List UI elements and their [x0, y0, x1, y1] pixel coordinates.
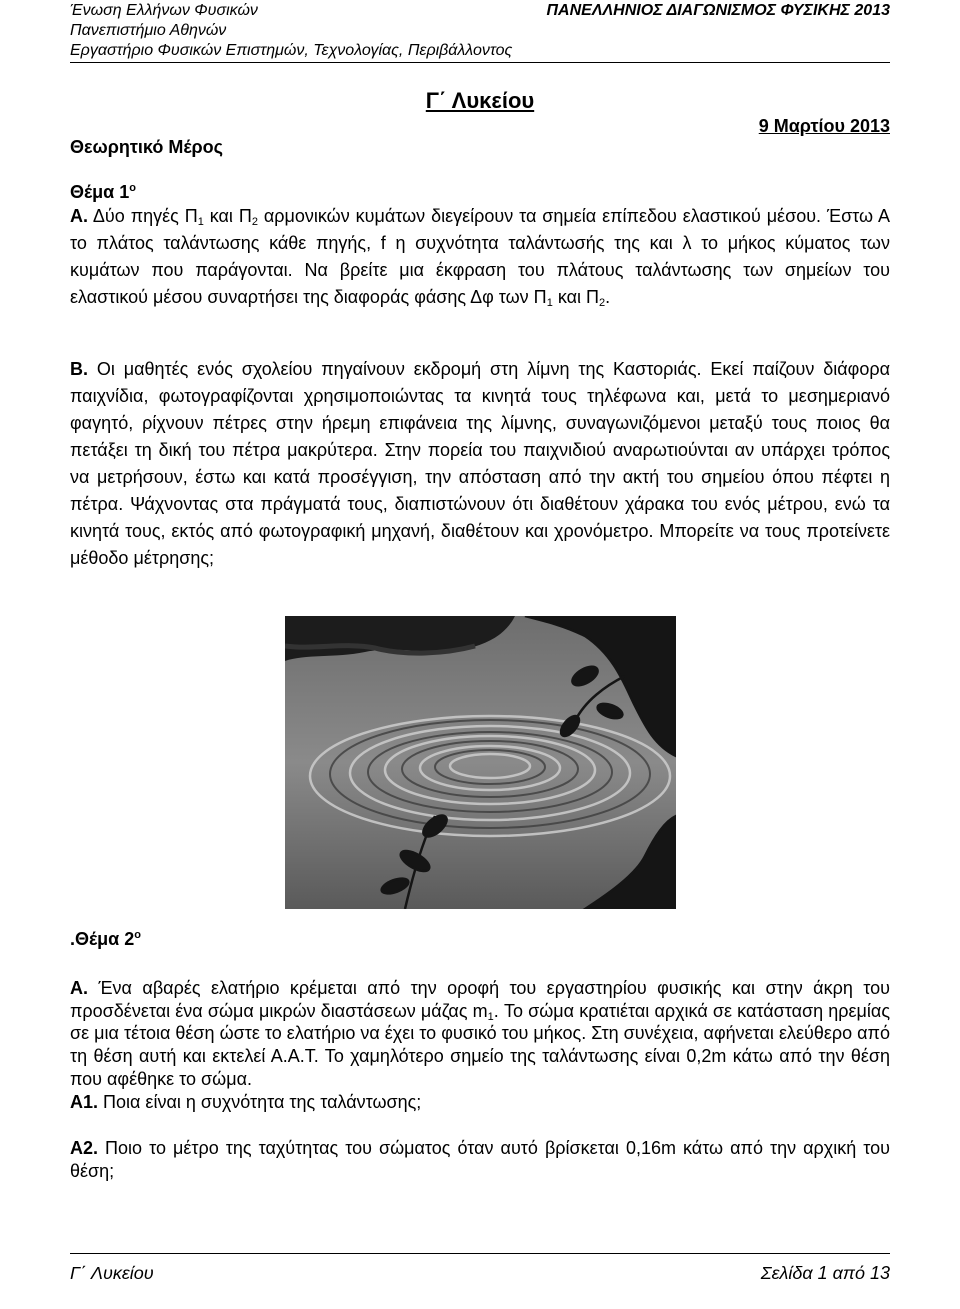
topic-1-label: Θέμα 1: [70, 182, 130, 202]
header-competition: ΠΑΝΕΛΛΗΝΙΟΣ ΔΙΑΓΩΝΙΣΜΟΣ ΦΥΣΙΚΗΣ 2013: [546, 2, 890, 19]
footer-page-number: Σελίδα 1 από 13: [760, 1263, 890, 1283]
question-a2: [70, 1137, 890, 1182]
exam-date: 9 Μαρτίου 2013: [758, 116, 890, 136]
topic-2-sup: ο: [134, 929, 141, 941]
class-title: Γ΄ Λυκείου: [425, 88, 535, 113]
topic-2-label: .Θέμα 2: [70, 929, 135, 949]
header-org: Ένωση Ελλήνων Φυσικών: [70, 2, 258, 19]
topic-1-heading: [70, 182, 136, 203]
part-a2-label: Α.: [70, 978, 88, 998]
lake-ripples-photo: [285, 616, 676, 909]
text: και Π: [203, 206, 252, 226]
topic-2-part-a: [70, 977, 890, 1091]
text: Οι μαθητές ενός σχολείου πηγαίνουν εκδρομή στη λίμνη της Καστοριάς. Εκεί παίζουν διάφορα παιχνίδια, φωτογραφίζονται χρησιμοποιώντας τα κινητά τους τηλέφωνα και, μετά το μεσημεριανό φαγητό, ρίχνουν πέτρες στην ήρεμη επιφάνεια της λίμνης, συναγωνιζόμενοι μεταξύ τους ποιος θα πετάξει τη δική του πέτρα μακρύτερα. Στην πορεία του παιχνιδιού αναρωτιούνται αν υπάρχει τρόπος να μετρήσουν, έστω και κατά προσέγγιση, την απόσταση από την ακτή του σημείου όπου πέφτει η πέτρα. Ψάχνοντας στα πράγματά τους, διαπιστώνουν ότι διαθέτουν χάρακα του ενός μέτρου, ενώ τα κινητά τους, εκτός από φωτογραφική μηχανή, διαθέτουν και χρονόμετρο. Μπορείτε να τους προτείνετε μέθοδο μέτρησης;: [70, 359, 890, 568]
topic-1-part-a: [70, 203, 890, 311]
subscript: 2: [251, 216, 258, 228]
text: αρμονικών κυμάτων διεγείρουν τα σημεία επίπεδου ελαστικού μέσου. Έστω Α το πλάτος ταλάντωσης κάθε πηγής, f η συχνότητα ταλάντωσής της και λ το μήκος κύματος των κυμάτων που παράγονται. Να βρείτε μια έκφραση του πλάτους ταλάντωσης των σημείων του ελαστικού μέσου συναρτήσει της διαφοράς φάσης Δφ των Π: [70, 206, 891, 307]
subscript: 1: [546, 297, 553, 309]
text: Ποια είναι η συχνότητα της ταλάντωσης;: [98, 1092, 422, 1112]
header-lab: Εργαστήριο Φυσικών Επιστημών, Τεχνολογίας, Περιβάλλοντος: [70, 42, 513, 59]
subscript: 1: [197, 216, 204, 228]
text: Δύο πηγές Π: [88, 206, 198, 226]
topic-1-sup: ο: [129, 182, 136, 194]
part-b-label: Β.: [70, 359, 88, 379]
question-a1: [70, 1091, 890, 1114]
footer-class: Γ΄ Λυκείου: [70, 1263, 154, 1283]
text: . Το σώμα κρατιέται αρχικά σε κατάσταση ηρεμίας σε μια τέτοια θέση ώστε το ελατήριο να έχει το φυσικό του μήκος. Στη συνέχεια, αφήνεται ελεύθερο από τη θέση αυτή και εκτελεί Α.Α.Τ. Το χαμηλότερο σημείο της ταλάντωσης είναι 0,2m κάτω από την θέση που αφέθηκε το σώμα.: [70, 1000, 890, 1089]
topic-2-heading: [70, 929, 141, 950]
subscript: 2: [599, 297, 606, 309]
text: .: [605, 287, 611, 307]
topic-1-part-b: [70, 356, 890, 572]
page-footer: [70, 1253, 890, 1294]
section-title: Θεωρητικό Μέρος: [70, 137, 223, 157]
subscript: 1: [487, 1010, 494, 1023]
part-a-label: Α.: [70, 206, 88, 226]
q1-label: Α1.: [70, 1092, 99, 1112]
text: Ποιο το μέτρο της ταχύτητας του σώματος όταν αυτό βρίσκεται 0,16m κάτω από την αρχική του θέση;: [70, 1138, 890, 1181]
q2-label: Α2.: [70, 1138, 99, 1158]
text: και Π: [552, 287, 599, 307]
header-university: Πανεπιστήμιο Αθηνών: [70, 22, 227, 39]
page-header: [70, 0, 890, 63]
text: Ένα αβαρές ελατήριο κρέμεται από την οροφή του εργαστηρίου φυσικής και στην άκρη του προσδένεται ένα σώμα μικρών διαστάσεων μάζας m: [70, 978, 890, 1021]
